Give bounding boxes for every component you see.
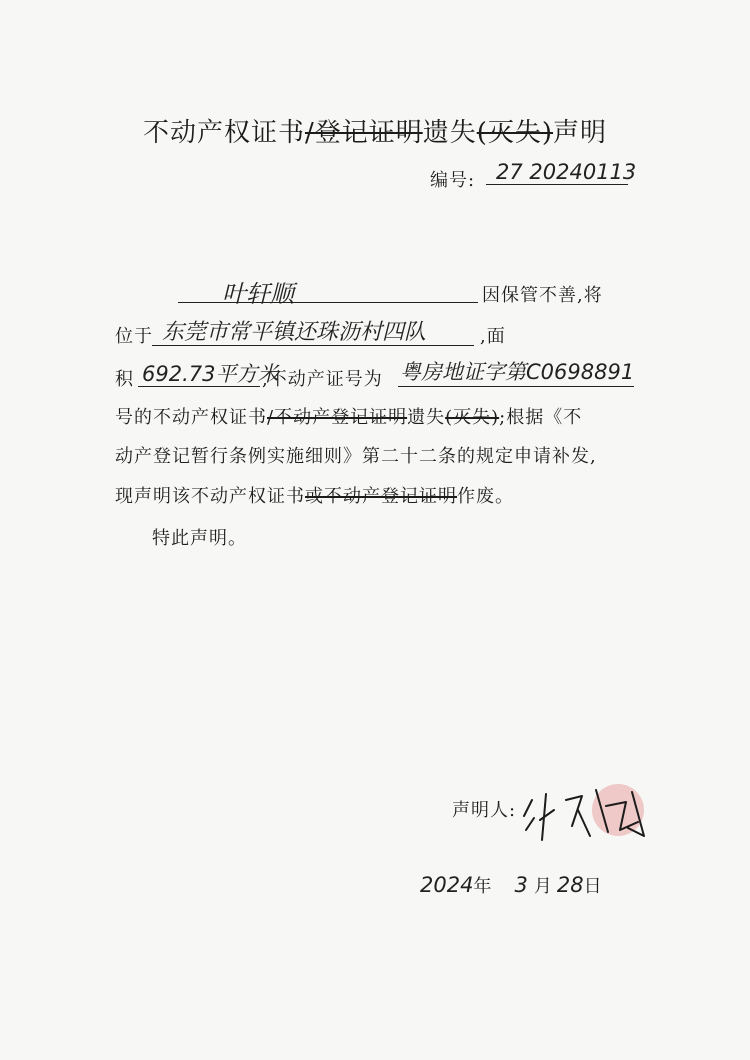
location-underline: [152, 345, 474, 346]
area-underline: [138, 386, 260, 387]
line1-suffix: 因保管不善,将: [482, 285, 603, 306]
title-part-statement: 声明: [553, 118, 608, 148]
line6-part1: 现声明该不动产权证书: [115, 486, 305, 507]
line3-mid: ,不动产证号为: [262, 369, 383, 390]
closing-text: 特此声明。: [152, 528, 247, 549]
location-value: 东莞市常平镇还珠沥村四队: [162, 320, 427, 345]
line6: [115, 482, 514, 508]
line4-part2: 遗失: [407, 407, 446, 428]
line2-prefix: 位于: [115, 326, 153, 347]
certificate-number-value: 粤房地证字第C0698891: [400, 360, 635, 384]
line3-prefix: 积: [115, 369, 134, 390]
title-part-certificate: 不动产权证书: [142, 118, 305, 148]
line4-part3: ;根据《不: [499, 407, 583, 428]
page-title: [0, 112, 750, 149]
area-value: 692.73平方米: [142, 362, 279, 386]
line6-struck-registration-proof: 或不动产登记证明: [305, 486, 457, 507]
declarant-name-value: 叶轩顺: [222, 280, 294, 308]
date-day: 28: [556, 873, 584, 897]
handwritten-signature: [520, 770, 660, 850]
date-month-unit: 月: [533, 876, 553, 897]
title-part-lost: 遗失: [422, 118, 477, 148]
certificate-underline: [398, 386, 634, 387]
line4-struck-destroyed: (灭失): [445, 407, 500, 428]
number-underline: [486, 184, 628, 185]
date-year: 2024: [420, 873, 474, 897]
title-part-registration-proof-struck: /登记证明: [304, 118, 423, 148]
line4: [115, 403, 582, 429]
date-day-unit: 日: [583, 876, 603, 897]
line5: 动产登记暂行条例实施细则》第二十二条的规定申请补发,: [115, 446, 597, 467]
line6-part2: 作废。: [457, 486, 514, 507]
date-month: 3: [514, 873, 528, 897]
number-value: 27 20240113: [496, 160, 637, 184]
date: [420, 872, 603, 898]
name-underline: [178, 302, 478, 303]
line2-suffix: ,面: [480, 326, 506, 347]
line4-part1: 号的不动产权证书: [115, 407, 267, 428]
number-label: 编号:: [430, 170, 476, 191]
line4-struck-registration-proof: /不动产登记证明: [267, 407, 408, 428]
signature-label: 声明人:: [452, 800, 517, 821]
title-part-destroyed-struck: (灭失): [476, 118, 554, 148]
date-year-unit: 年: [473, 876, 493, 897]
